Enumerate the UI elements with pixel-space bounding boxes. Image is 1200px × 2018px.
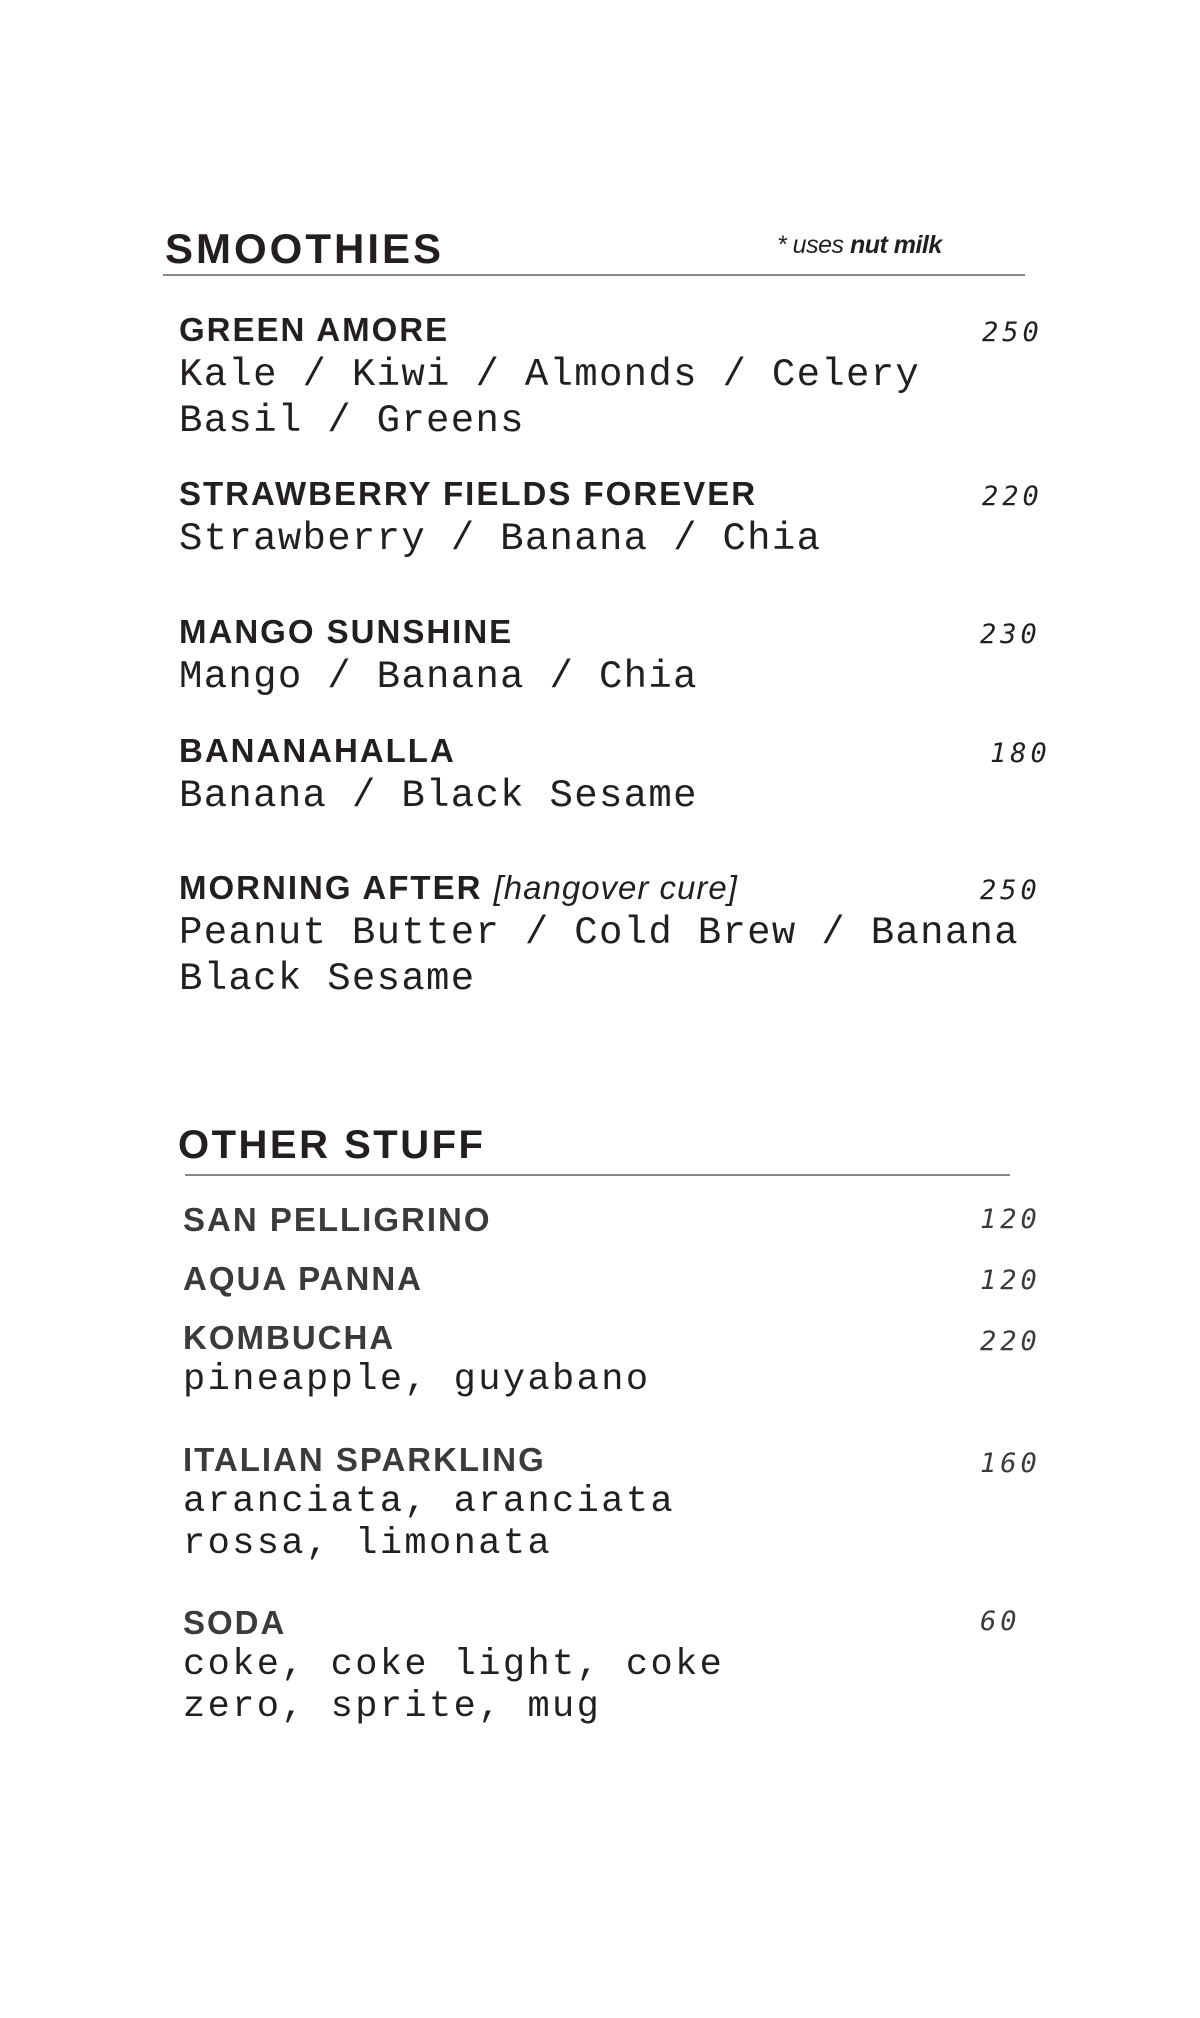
item-desc-line: Mango / Banana / Chia — [179, 655, 698, 699]
item-price: 250 — [980, 875, 1041, 906]
item-desc-line: Kale / Kiwi / Almonds / Celery — [179, 353, 921, 397]
item-price: 120 — [980, 1265, 1041, 1296]
item-name: STRAWBERRY FIELDS FOREVER — [179, 475, 758, 512]
item-name — [179, 871, 1019, 904]
nut-milk-note-prefix: * uses — [777, 231, 844, 259]
item-price: 180 — [990, 738, 1051, 769]
item-name: SAN PELLIGRINO — [183, 1201, 492, 1238]
item-desc-line: Black Sesame — [179, 957, 476, 1001]
menu-item-strawberry-fields-forever — [179, 477, 821, 562]
item-desc-line: pineapple, guyabano — [183, 1359, 651, 1401]
menu-item-soda — [183, 1606, 724, 1728]
item-desc-line: Peanut Butter / Cold Brew / Banana — [179, 911, 1019, 955]
menu-item-italian-sparkling — [183, 1443, 675, 1565]
item-desc-line: aranciata, aranciata — [183, 1481, 676, 1523]
item-price: 230 — [980, 619, 1041, 650]
item-tag: [hangover cure] — [493, 869, 738, 906]
item-price: 120 — [980, 1204, 1041, 1235]
item-name: BANANAHALLA — [179, 732, 456, 769]
menu-item-mango-sunshine — [179, 615, 698, 700]
item-price: 160 — [980, 1448, 1041, 1479]
item-desc-line: coke, coke light, coke — [183, 1644, 725, 1686]
item-desc-line: zero, sprite, mug — [183, 1686, 602, 1728]
item-desc-line: Basil / Greens — [179, 399, 525, 443]
menu-item-morning-after — [179, 871, 1019, 1002]
menu-item-bananahalla — [179, 734, 698, 819]
item-name-text: MORNING AFTER — [179, 869, 483, 906]
item-price: 220 — [982, 481, 1043, 512]
menu-item-green-amore — [179, 313, 920, 444]
item-desc-line: Banana / Black Sesame — [179, 774, 698, 818]
item-name: AQUA PANNA — [183, 1260, 423, 1297]
item-price: 60 — [980, 1606, 1021, 1637]
menu-item-kombucha — [183, 1321, 650, 1401]
item-name: MANGO SUNSHINE — [179, 613, 514, 650]
smoothies-divider — [163, 274, 1025, 276]
item-name: GREEN AMORE — [179, 311, 450, 348]
nut-milk-note-bold: nut milk — [849, 231, 942, 259]
item-desc-line: Strawberry / Banana / Chia — [179, 517, 822, 561]
item-name: SODA — [183, 1604, 287, 1641]
menu-item-san-pelligrino — [183, 1203, 492, 1236]
item-name: ITALIAN SPARKLING — [183, 1441, 546, 1478]
menu-item-aqua-panna — [183, 1262, 423, 1295]
item-desc-line: rossa, limonata — [183, 1523, 553, 1565]
section-title-smoothies: SMOOTHIES — [165, 225, 445, 272]
item-price: 220 — [980, 1326, 1041, 1357]
section-title-other-stuff: OTHER STUFF — [178, 1123, 486, 1167]
nut-milk-note — [777, 233, 942, 258]
item-name: KOMBUCHA — [183, 1319, 396, 1356]
item-price: 250 — [982, 317, 1043, 348]
other-stuff-divider — [185, 1174, 1010, 1176]
